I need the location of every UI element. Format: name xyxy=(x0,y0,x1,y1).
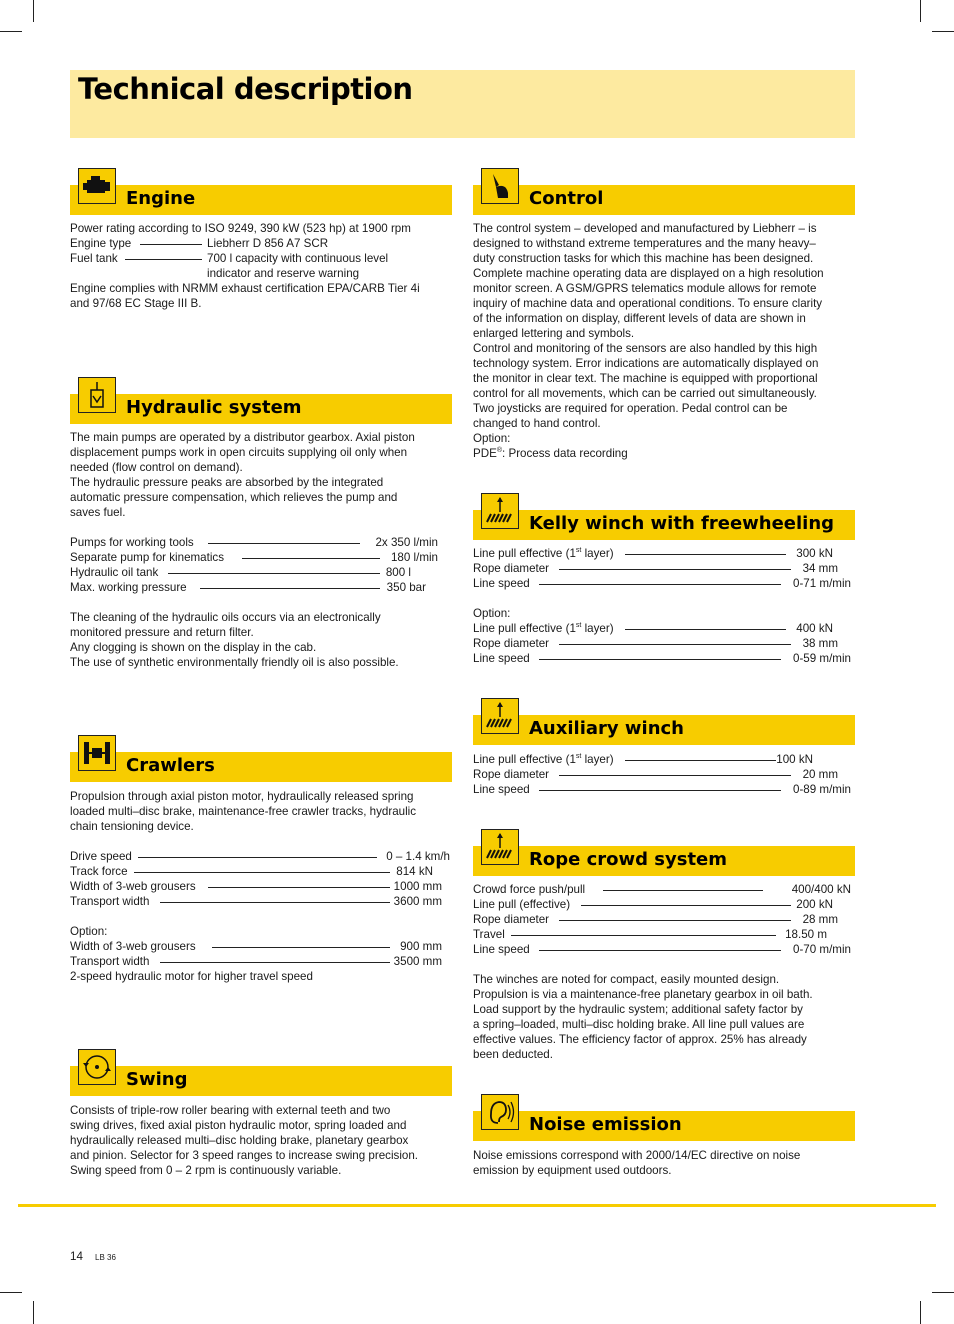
spec-label: Line speed xyxy=(473,652,530,665)
spec-value: 28 mm xyxy=(802,913,838,926)
spec-value: 1000 mm xyxy=(393,880,442,893)
option-label: Option: xyxy=(70,925,108,938)
hydraulic-body xyxy=(70,430,438,670)
engine-header xyxy=(70,185,452,215)
spec-label xyxy=(473,752,614,767)
control-heading: Control xyxy=(529,188,604,209)
fuel-tank-row xyxy=(70,251,452,266)
spec-value: 400/400 kN xyxy=(791,883,851,896)
fuel-tank-label: Fuel tank xyxy=(70,252,118,265)
spec-value: 900 mm xyxy=(400,940,442,953)
engine-icon xyxy=(78,168,116,204)
winch-icon xyxy=(481,829,519,865)
option-label: Option: xyxy=(473,432,511,445)
spec-label: Rope diameter xyxy=(473,562,550,575)
control-text-line: of the information on display, different levels of data are shown in xyxy=(473,312,806,325)
crop-mark xyxy=(920,1301,921,1324)
spec-row xyxy=(473,912,851,927)
control-text-line: Control and monitoring of the sensors are also handled by this high xyxy=(473,342,818,355)
spec-label: Width of 3-web grousers xyxy=(70,880,196,893)
crawlers-text-line: loaded multi–disc brake, maintenance-free crawler tracks, hydraulic xyxy=(70,805,417,818)
winch-icon xyxy=(481,493,519,529)
control-text-line: inquiry of machine data and operational conditions. To ensure clarity xyxy=(473,297,823,310)
swing-header xyxy=(70,1066,452,1096)
kelly-body xyxy=(473,546,851,666)
control-text-line: designed to withstand extreme temperatures and the many heavy– xyxy=(473,237,816,250)
spec-value: 400 kN xyxy=(796,622,833,635)
control-body xyxy=(473,221,855,461)
leader-line xyxy=(140,244,202,245)
crop-mark xyxy=(33,1301,34,1324)
engine-note-1: Engine complies with NRMM exhaust certification EPA/CARB Tier 4i xyxy=(70,282,420,295)
spec-label: Drive speed xyxy=(70,850,132,863)
noise-text-line: Noise emissions correspond with 2000/14/EC directive on noise xyxy=(473,1149,801,1162)
noise-text-line: emission by equipment used outdoors. xyxy=(473,1164,672,1177)
spec-value: 18.50 m xyxy=(785,928,827,941)
crawlers-body xyxy=(70,789,450,984)
rope-crowd-text-line: a spring–loaded, multi–disc holding brake. All line pull values are xyxy=(473,1018,805,1031)
kelly-header xyxy=(473,510,855,540)
spec-row xyxy=(473,942,851,957)
registered-mark: ® xyxy=(496,447,503,455)
spec-label-suffix: layer) xyxy=(581,547,614,560)
spec-label: Rope diameter xyxy=(473,768,550,781)
hydraulic-text-line: The main pumps are operated by a distributor gearbox. Axial piston xyxy=(70,431,415,444)
hydraulic-text-line: displacement pumps work in open circuits supplying oil only when xyxy=(70,446,408,459)
spec-label: Crowd force push/pull xyxy=(473,883,586,896)
crop-mark xyxy=(0,31,22,32)
rope-crowd-header xyxy=(473,846,855,876)
control-text-line: changed to hand control. xyxy=(473,417,601,430)
swing-heading: Swing xyxy=(126,1069,188,1090)
spec-label: Rope diameter xyxy=(473,913,550,926)
control-text-line: The control system – developed and manufactured by Liebherr – is xyxy=(473,222,817,235)
spec-row xyxy=(70,550,438,565)
control-text-line: monitor screen. A GSM/GPRS telematics module allows for remote xyxy=(473,282,817,295)
rope-crowd-heading: Rope crowd system xyxy=(529,849,728,870)
spec-label: Pumps for working tools xyxy=(70,536,194,549)
spec-value: 800 l xyxy=(385,566,411,579)
engine-heading: Engine xyxy=(126,188,196,209)
spec-label: Rope diameter xyxy=(473,637,550,650)
spec-value: 180 l/min xyxy=(390,551,438,564)
control-text-line: enlarged lettering and symbols. xyxy=(473,327,635,340)
engine-body xyxy=(70,221,452,311)
spec-value: 200 kN xyxy=(796,898,833,911)
spec-label: Transport width xyxy=(70,895,150,908)
crop-mark xyxy=(932,1292,954,1293)
spec-label: Travel xyxy=(473,928,505,941)
spec-label: Line speed xyxy=(473,943,530,956)
spec-value: 20 mm xyxy=(802,768,838,781)
spec-row xyxy=(70,580,438,595)
joystick-icon xyxy=(481,168,519,204)
option-note: 2-speed hydraulic motor for higher travel speed xyxy=(70,970,313,983)
pde-text: : Process data recording xyxy=(502,447,628,460)
swing-text-line: Consists of triple-row roller bearing with external teeth and two xyxy=(70,1104,391,1117)
spec-label: Transport width xyxy=(70,955,150,968)
spec-label-text: Line pull effective (1 xyxy=(473,547,576,560)
ordinal-suffix: st xyxy=(575,753,582,761)
swing-body xyxy=(70,1103,452,1178)
spec-row xyxy=(473,636,851,651)
engine-intro: Power rating according to ISO 9249, 390 kW (523 hp) at 1900 rpm xyxy=(70,222,411,235)
spec-row xyxy=(70,954,450,969)
crop-mark xyxy=(932,31,954,32)
spec-value: 814 kN xyxy=(396,865,433,878)
spec-row xyxy=(70,939,450,954)
spec-row xyxy=(473,927,851,942)
crawlers-text-line: chain tensioning device. xyxy=(70,820,194,833)
spec-label-text: Line pull effective (1 xyxy=(473,753,576,766)
spec-row xyxy=(473,752,851,767)
spec-value: 0-70 m/min xyxy=(793,943,851,956)
winch-icon xyxy=(481,698,519,734)
auxiliary-body xyxy=(473,752,851,797)
rope-crowd-text-line: effective values. The efficiency factor of approx. 25% has already xyxy=(473,1033,807,1046)
spec-value: 0-59 m/min xyxy=(793,652,851,665)
crawlers-header xyxy=(70,752,452,782)
spec-label: Line pull (effective) xyxy=(473,898,571,911)
noise-header xyxy=(473,1111,855,1141)
hydraulic-text-line: The use of synthetic environmentally friendly oil is also possible. xyxy=(70,656,399,669)
footer-rule xyxy=(18,1204,936,1207)
hydraulic-cylinder-icon xyxy=(78,377,116,413)
hydraulic-text-line: automatic pressure compensation, which relieves the pump and xyxy=(70,491,398,504)
swing-text-line: hydraulically released multi–disc holding brake, planetary gearbox xyxy=(70,1134,409,1147)
rope-crowd-text-line: Load support by the hydraulic system; additional safety factor by xyxy=(473,1003,803,1016)
control-text-line: the monitor in clear text. The machine is equipped with proportional xyxy=(473,372,818,385)
spec-value: 0 – 1.4 km/h xyxy=(386,850,450,863)
spec-label: Track force xyxy=(70,865,128,878)
kelly-heading: Kelly winch with freewheeling xyxy=(529,513,835,534)
spec-value: 100 kN xyxy=(776,753,813,766)
spec-row xyxy=(473,576,851,591)
hydraulic-header xyxy=(70,394,452,424)
spec-row xyxy=(473,561,851,576)
auxiliary-heading: Auxiliary winch xyxy=(529,718,684,739)
spec-row xyxy=(473,897,851,912)
spec-label-suffix: layer) xyxy=(581,753,614,766)
spec-value: 300 kN xyxy=(796,547,833,560)
spec-label: Line speed xyxy=(473,783,530,796)
spec-row xyxy=(70,879,450,894)
spec-label-text: Line pull effective (1 xyxy=(473,622,576,635)
spec-label-suffix: layer) xyxy=(581,622,614,635)
spec-row xyxy=(473,767,851,782)
page-title: Technical description xyxy=(78,72,413,106)
auxiliary-header xyxy=(473,715,855,745)
swing-text-line: and pinion. Selector for 3 speed ranges to increase swing precision. xyxy=(70,1149,419,1162)
option-label: Option: xyxy=(473,607,511,620)
engine-type-label: Engine type xyxy=(70,237,132,250)
swing-rotation-icon xyxy=(78,1049,116,1085)
crawler-track-icon xyxy=(78,735,116,771)
crawlers-text-line: Propulsion through axial piston motor, hydraulically released spring xyxy=(70,790,414,803)
noise-body xyxy=(473,1148,855,1178)
spec-value: 350 bar xyxy=(386,581,426,594)
engine-note-2: and 97/68 EC Stage III B. xyxy=(70,297,202,310)
spec-row xyxy=(70,535,438,550)
hydraulic-text-line: The hydraulic pressure peaks are absorbed by the integrated xyxy=(70,476,384,489)
spec-label xyxy=(473,546,614,561)
spec-label xyxy=(473,621,614,636)
fuel-tank-value-2: indicator and reserve warning xyxy=(207,267,360,280)
spec-value: 0-89 m/min xyxy=(793,783,851,796)
spec-row xyxy=(70,864,450,879)
spec-label: Line speed xyxy=(473,577,530,590)
leader-line xyxy=(125,259,202,260)
spec-label: Width of 3-web grousers xyxy=(70,940,196,953)
ordinal-suffix: st xyxy=(575,547,582,555)
spec-value: 2x 350 l/min xyxy=(375,536,438,549)
control-text-line: duty construction tasks for which this machine has been designed. xyxy=(473,252,814,265)
spec-row xyxy=(473,782,851,797)
document-code: LB 36 xyxy=(95,1253,116,1262)
control-text-line: Complete machine operating data are displayed on a high resolution xyxy=(473,267,824,280)
ear-icon xyxy=(481,1094,519,1130)
rope-crowd-text-line: The winches are noted for compact, easily mounted design. xyxy=(473,973,780,986)
spec-row xyxy=(70,849,450,864)
spec-row xyxy=(70,565,438,580)
spec-row xyxy=(473,546,851,561)
control-text-line: Two joysticks are required for operation. Pedal control can be xyxy=(473,402,788,415)
spec-row xyxy=(473,651,851,666)
swing-text-line: Swing speed from 0 – 2 rpm is continuously variable. xyxy=(70,1164,342,1177)
crop-mark xyxy=(0,1292,22,1293)
spec-value: 0-71 m/min xyxy=(793,577,851,590)
fuel-tank-row-2 xyxy=(70,266,452,281)
fuel-tank-value-1: 700 l capacity with continuous level xyxy=(207,252,389,265)
ordinal-suffix: st xyxy=(575,622,582,630)
pde-line xyxy=(473,446,855,461)
hydraulic-text-line: The cleaning of the hydraulic oils occurs via an electronically xyxy=(70,611,381,624)
spec-label: Max. working pressure xyxy=(70,581,187,594)
control-text-line: technology system. Error indications are automatically displayed on xyxy=(473,357,819,370)
hydraulic-text-line: saves fuel. xyxy=(70,506,126,519)
spec-label: Separate pump for kinematics xyxy=(70,551,225,564)
spec-row xyxy=(473,621,851,636)
hydraulic-text-line: needed (flow control on demand). xyxy=(70,461,243,474)
rope-crowd-text-line: Propulsion is via a maintenance-free planetary gearbox in oil bath. xyxy=(473,988,813,1001)
hydraulic-heading: Hydraulic system xyxy=(126,397,302,418)
rope-crowd-text-line: been deducted. xyxy=(473,1048,553,1061)
engine-type-row xyxy=(70,236,452,251)
noise-heading: Noise emission xyxy=(529,1114,682,1135)
control-header xyxy=(473,185,855,215)
hydraulic-text-line: Any clogging is shown on the display in the cab. xyxy=(70,641,317,654)
control-text-line: control for all movements, which can be carried out simultaneously. xyxy=(473,387,817,400)
title-band xyxy=(70,70,855,138)
spec-row xyxy=(473,882,851,897)
spec-label: Hydraulic oil tank xyxy=(70,566,159,579)
crop-mark xyxy=(33,0,34,22)
spec-value: 3600 mm xyxy=(393,895,442,908)
swing-text-line: swing drives, fixed axial piston hydraulic motor, spring loaded and xyxy=(70,1119,407,1132)
spec-value: 34 mm xyxy=(802,562,838,575)
pde-label: PDE xyxy=(473,447,497,460)
spec-row xyxy=(70,894,450,909)
crawlers-heading: Crawlers xyxy=(126,755,215,776)
crop-mark xyxy=(920,0,921,22)
page-number: 14 xyxy=(70,1250,83,1263)
spec-value: 38 mm xyxy=(802,637,838,650)
engine-type-value: Liebherr D 856 A7 SCR xyxy=(207,237,329,250)
rope-crowd-body xyxy=(473,882,851,1062)
spec-value: 3500 mm xyxy=(393,955,442,968)
hydraulic-text-line: monitored pressure and return filter. xyxy=(70,626,254,639)
